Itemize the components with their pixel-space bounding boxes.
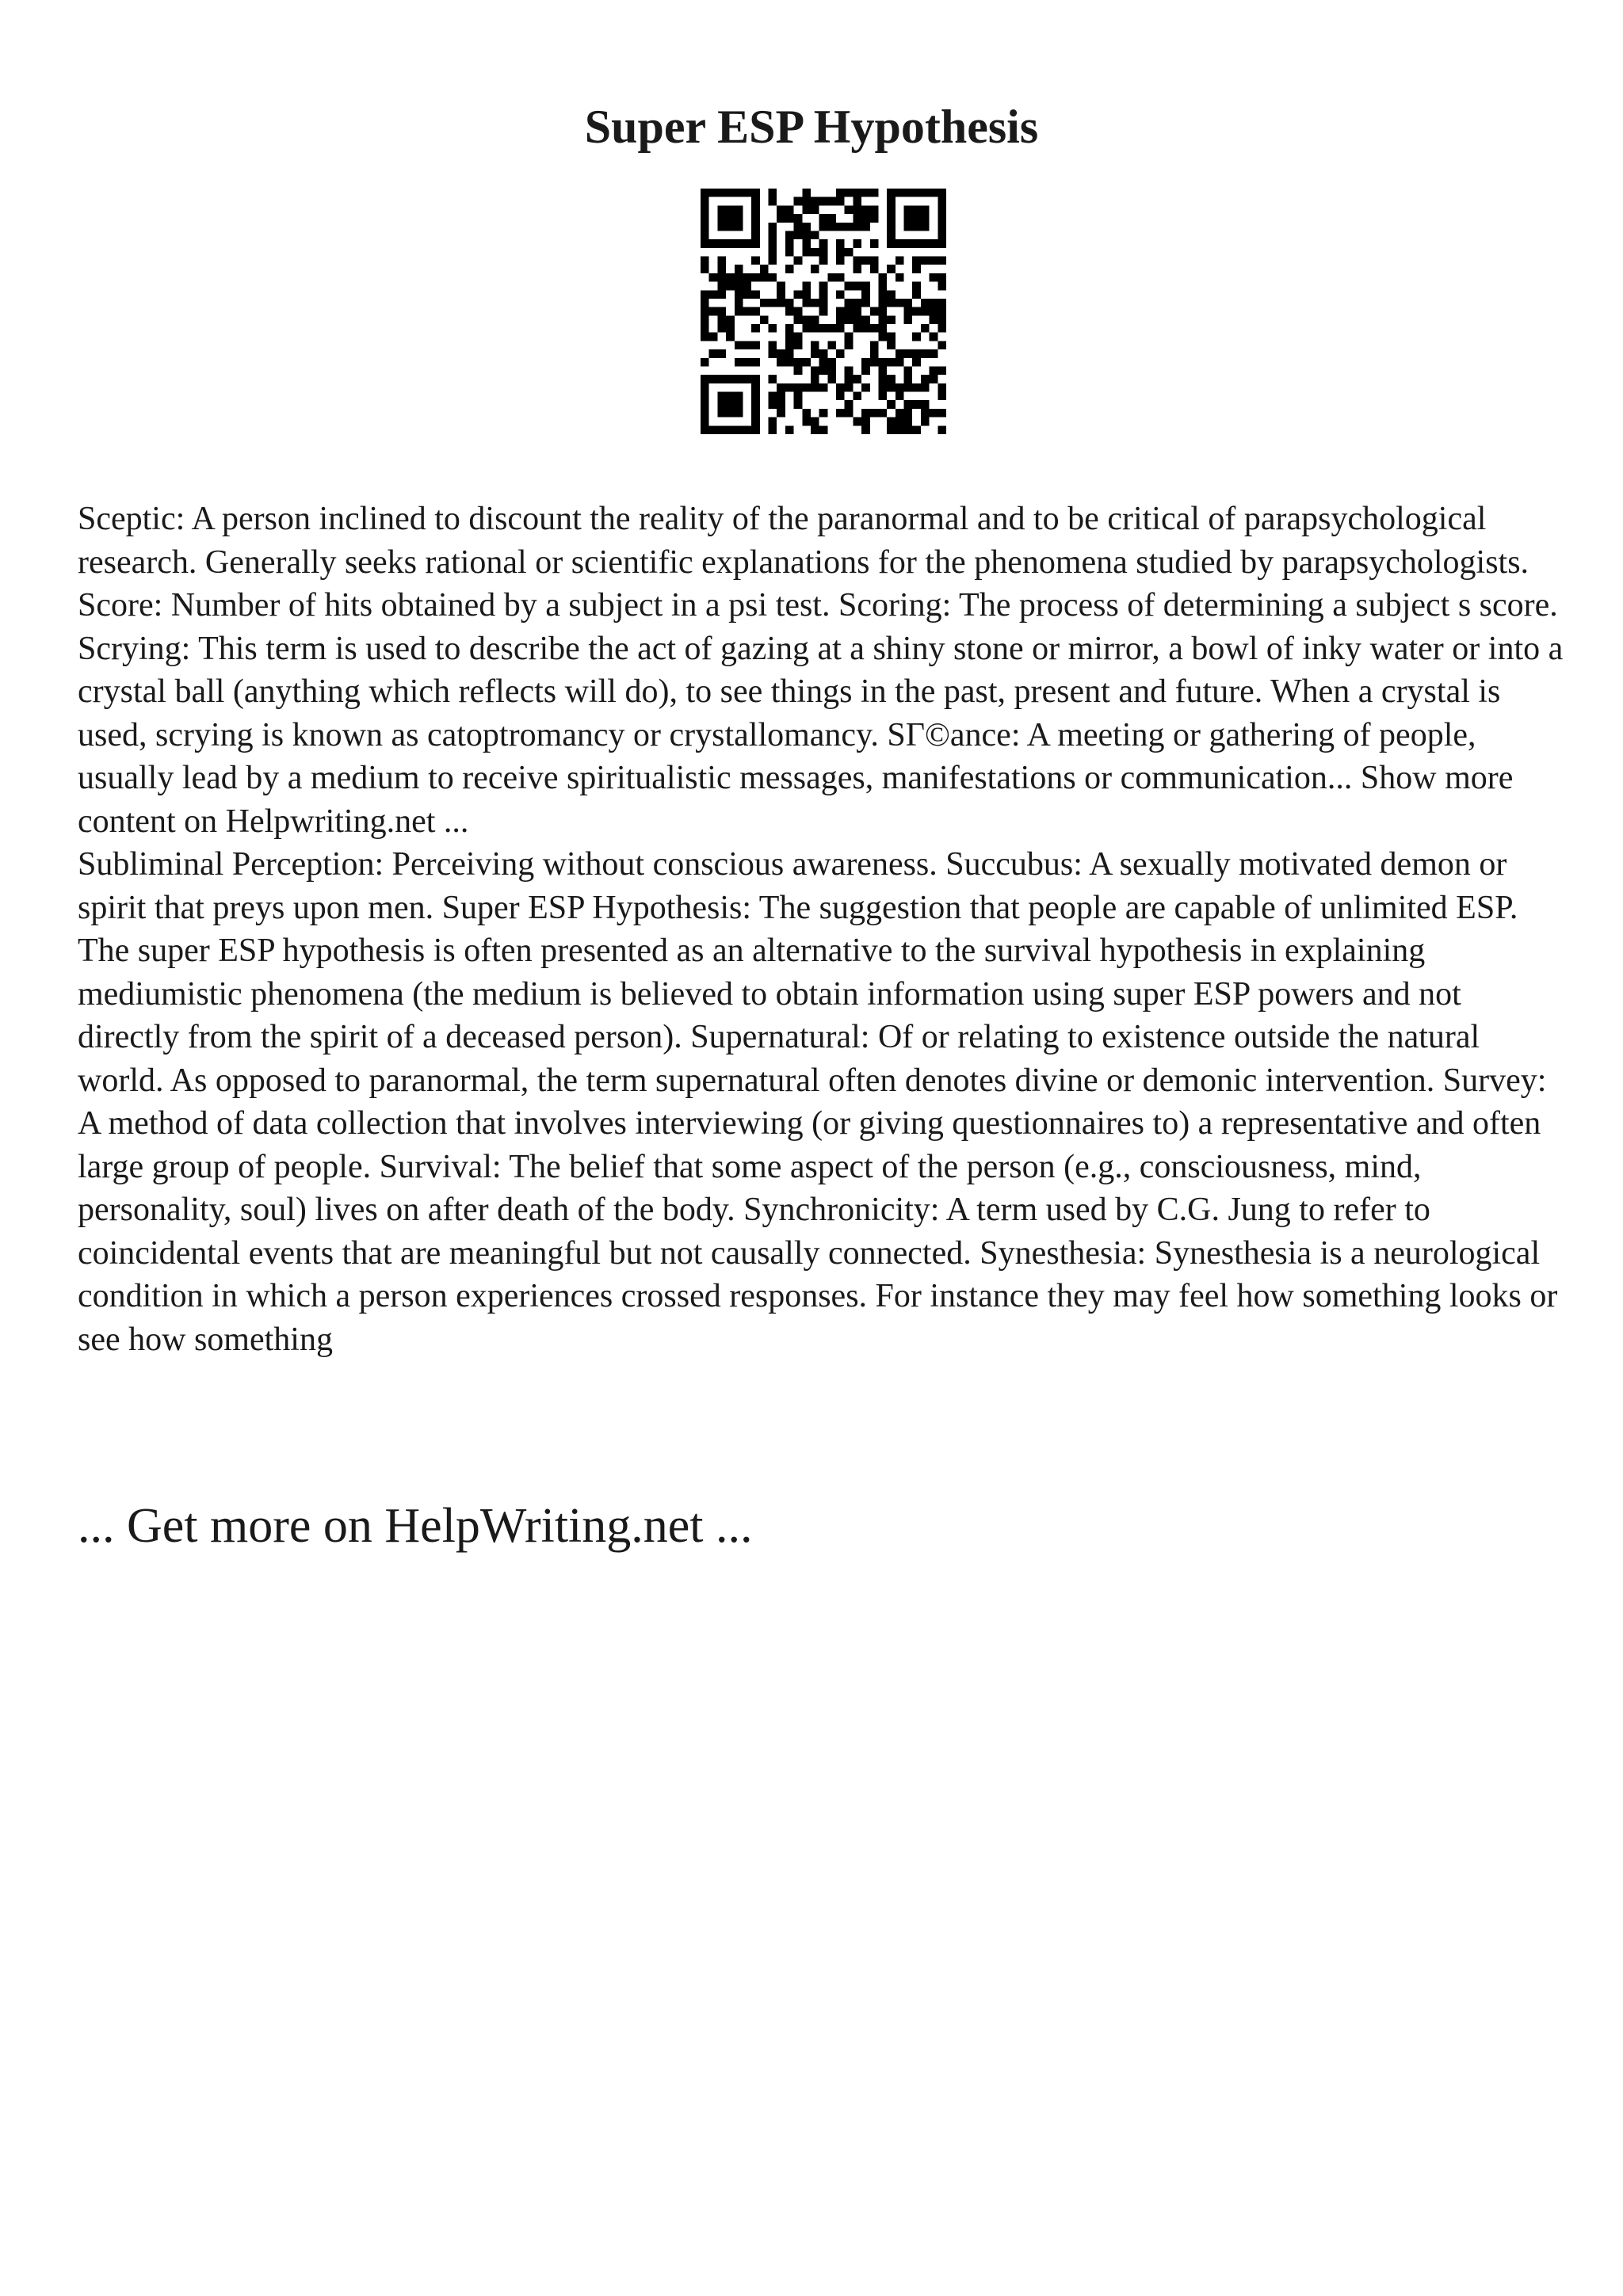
body-paragraph-2: Subliminal Perception: Perceiving without conscious awareness. Succubus: A sexually motivated demon or spirit that preys upon men. Super ESP Hypothesis: The suggestion that people are capable of unlimited ESP. The super ESP hypothesis is often presented as an alternative to the survival hypothesis in explaining mediumistic phenomena (the medium is believed to obtain information using super ESP powers and not directly from the spirit of a deceased person). Supernatural: Of or relating to existence outside the natural world. As opposed to paranormal, the term supernatural often denotes divine or demonic intervention. Survey: A method of data collection that involves interviewing (or giving questionnaires to) a representative and often large group of people. Survival: The belief that some aspect of the person (e.g., consciousness, mind, personality, soul) lives on after death of the body. Synchronicity: A term used by C.G. Jung to refer to coincidental events that are meaningful but not causally connected. Synesthesia: Synesthesia is a neurological condition in which a person experiences crossed responses. For instance they may feel how something looks or see how something — [78, 846, 1558, 1358]
qr-code-icon[interactable] — [701, 189, 946, 434]
body-paragraph-1: Sceptic: A person inclined to discount the reality of the paranormal and to be critical of parapsychological research. Generally seeks rational or scientific explanations for the phenomena studied by parapsychologists. Score: Number of hits obtained by a subject in a psi test. Scoring: The process of determining a subject s score. Scrying: This term is used to describe the act of gazing at a shiny stone or mirror, a bowl of inky water or into a crystal ball (anything which reflects will do), to see things in the past, present and future. When a crystal is used, scrying is known as catoptromancy or crystallomancy. SГ©ance: A meeting or gathering of people, usually lead by a medium to receive spiritualistic messages, manifestations or communication... Show more content on Helpwriting.net ... — [78, 501, 1564, 840]
document-title: Super ESP Hypothesis — [584, 101, 1039, 153]
qr-finder-top-right — [887, 189, 946, 248]
qr-finder-bottom-left — [701, 375, 760, 434]
qr-finder-top-left — [701, 189, 760, 248]
document-body — [78, 498, 1568, 1361]
qr-code-graphic — [701, 189, 946, 434]
get-more-link[interactable]: ... Get more on HelpWriting.net ... — [78, 1499, 753, 1553]
